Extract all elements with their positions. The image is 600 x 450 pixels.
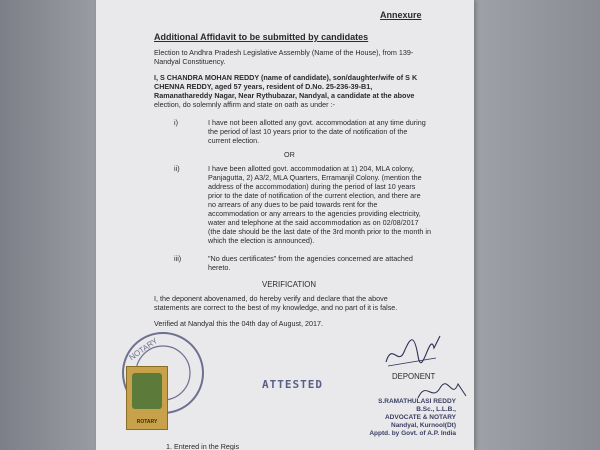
advocate-stamp [336, 398, 456, 438]
item-line: prior to the date of notification of the current election, and there are [208, 191, 421, 200]
item-line: Panjagutta, 2) A3/2, MLA Quarters, Erramanjil Colony. (mention the [208, 173, 422, 182]
item-line: I have been allotted govt. accommodation at 1) 204, MLA colony, [208, 164, 415, 173]
advocate-qualification: B.Sc., L.L.B., [416, 406, 456, 413]
item-line: hereto. [208, 263, 231, 272]
revenue-stamp-label: ROTARY [136, 419, 158, 425]
verification-line: I, the deponent abovenamed, do hereby verify and declare that the above [154, 294, 388, 303]
item-line: water and telephone at the said accommodation as on 02/08/2017 [208, 218, 419, 227]
annexure-label: Annexure [380, 10, 422, 20]
or-separator: OR [284, 150, 295, 159]
affidavit-page [96, 0, 474, 450]
item-line: the period of last 10 years prior to the date of notification of the [208, 127, 408, 136]
item-number: i) [174, 118, 178, 127]
verification-heading: VERIFICATION [262, 280, 317, 289]
verification-line: statements are correct to the best of my knowledge, and no part of it is false. [154, 303, 398, 312]
advocate-location: Nandyal, Kurnool(Dt) [391, 422, 456, 429]
verified-at: Verified at Nandyal this the 04th day of August, 2017. [154, 319, 324, 328]
item-number: iii) [174, 254, 182, 263]
advocate-title: ADVOCATE & NOTARY [384, 414, 456, 421]
attested-stamp: ATTESTED [262, 378, 323, 391]
item-line: which the election is announced). [208, 236, 315, 245]
page-title: Additional Affidavit to be submitted by candidates [154, 32, 369, 42]
item-line: accommodation or any arrears to the agencies providing electricity, [208, 209, 421, 218]
declaration-line: Ramanathareddy Nagar, Near Rythubazar, Nandyal, a candidate at the above [154, 91, 415, 100]
item-line: address of the accommodation) during the period of last 10 years [208, 182, 416, 191]
advocate-name: S.RAMATHULASI REDDY [378, 398, 456, 405]
notary-seal-text: NOTARY [127, 336, 160, 363]
background-right [474, 0, 600, 450]
deponent-signature [378, 322, 448, 372]
intro-line: Nandyal Constituency. [154, 57, 226, 66]
item-line: (the date should be the last date of the 3rd month prior to the month in [208, 227, 431, 236]
footer-note: 1. Entered in the Regis [166, 442, 240, 450]
item-line: I have not been allotted any govt. accommodation at any time during [208, 118, 426, 127]
declaration-line: CHENNA REDDY, aged 57 years, resident of D.No. 25-236-39-B1, [154, 82, 373, 91]
declaration-line: election, do solemnly affirm and state on oath as under :- [154, 100, 335, 109]
deponent-label: DEPONENT [392, 372, 436, 381]
item-line: "No dues certificates" from the agencies concerned are attached [208, 254, 413, 263]
item-line: no arrears of any dues to be paid towards rent for the [208, 200, 378, 209]
item-line: current election. [208, 136, 260, 145]
background-left [0, 0, 96, 450]
advocate-appointment: Apptd. by Govt. of A.P. India [369, 430, 456, 437]
revenue-stamp [126, 366, 168, 430]
intro-line: Election to Andhra Pradesh Legislative Assembly (Name of the House), from 139- [154, 48, 414, 57]
item-number: ii) [174, 164, 180, 173]
declaration-line: I, S CHANDRA MOHAN REDDY (name of candidate), son/daughter/wife of S K [154, 73, 418, 82]
